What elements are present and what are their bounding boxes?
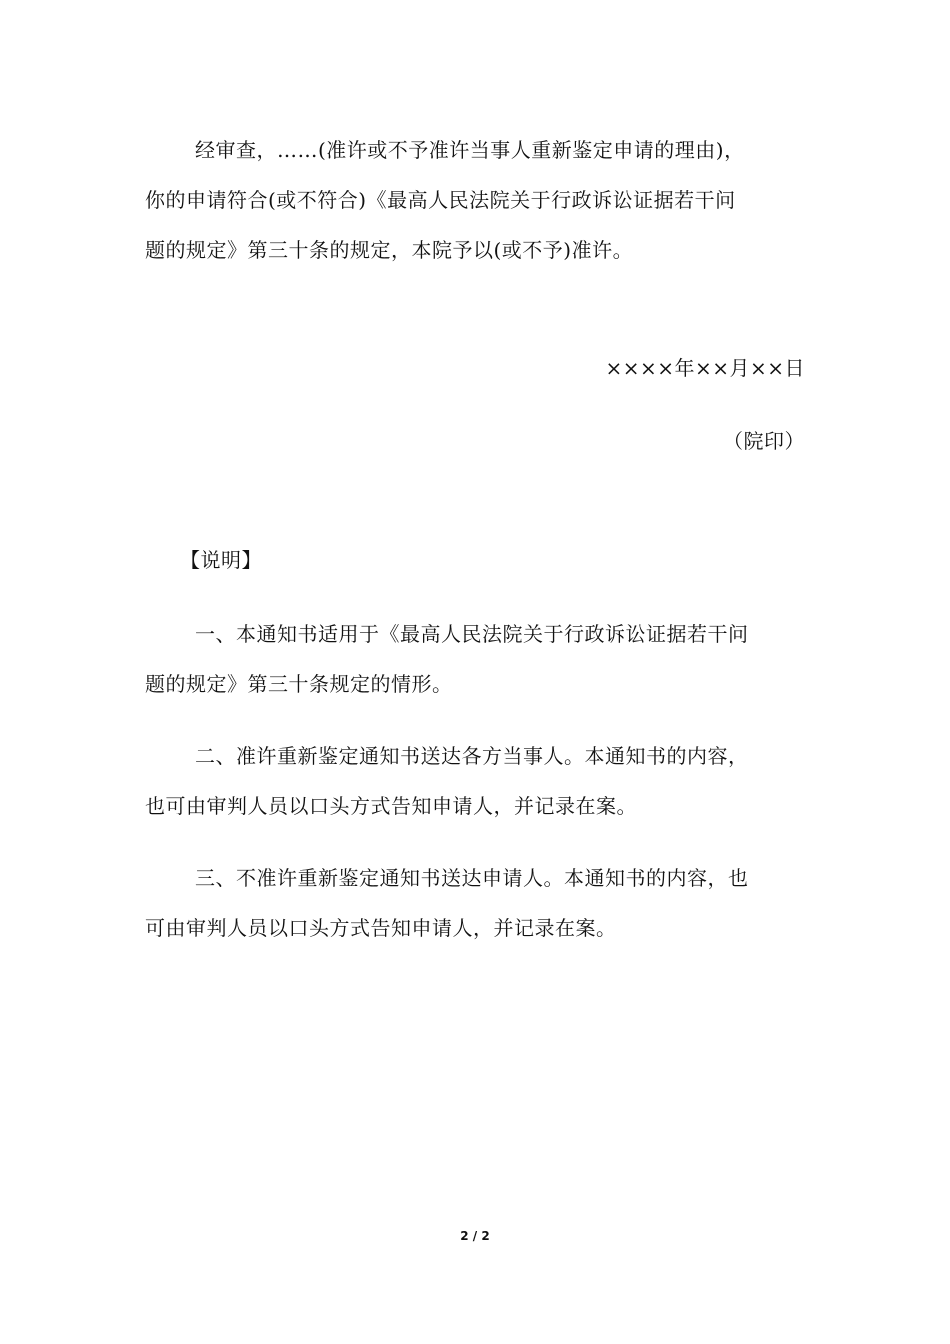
notes-heading: 【说明】 <box>180 548 262 572</box>
note-item-2-line-2: 也可由审判人员以口头方式告知申请人，并记录在案。 <box>145 794 637 818</box>
note-item-3-line-2: 可由审判人员以口头方式告知申请人，并记录在案。 <box>145 916 617 940</box>
body-paragraph-line-2: 你的申请符合(或不符合)《最高人民法院关于行政诉讼证据若干问 <box>145 188 736 212</box>
note-item-2-line-1: 二、准许重新鉴定通知书送达各方当事人。本通知书的内容， <box>195 744 749 768</box>
body-paragraph-line-3: 题的规定》第三十条的规定，本院予以(或不予)准许。 <box>145 238 634 262</box>
page-number: 2 / 2 <box>460 1229 490 1243</box>
note-item-3-line-1: 三、不准许重新鉴定通知书送达申请人。本通知书的内容，也 <box>195 866 749 890</box>
note-item-1-line-1: 一、本通知书适用于《最高人民法院关于行政诉讼证据若干问 <box>195 622 749 646</box>
court-seal-placeholder: （院印） <box>723 429 805 453</box>
note-item-1-line-2: 题的规定》第三十条规定的情形。 <box>145 672 453 696</box>
body-paragraph-line-1: 经审查，……(准许或不予准许当事人重新鉴定申请的理由)， <box>195 138 745 162</box>
date-line: ××××年××月××日 <box>605 356 805 380</box>
